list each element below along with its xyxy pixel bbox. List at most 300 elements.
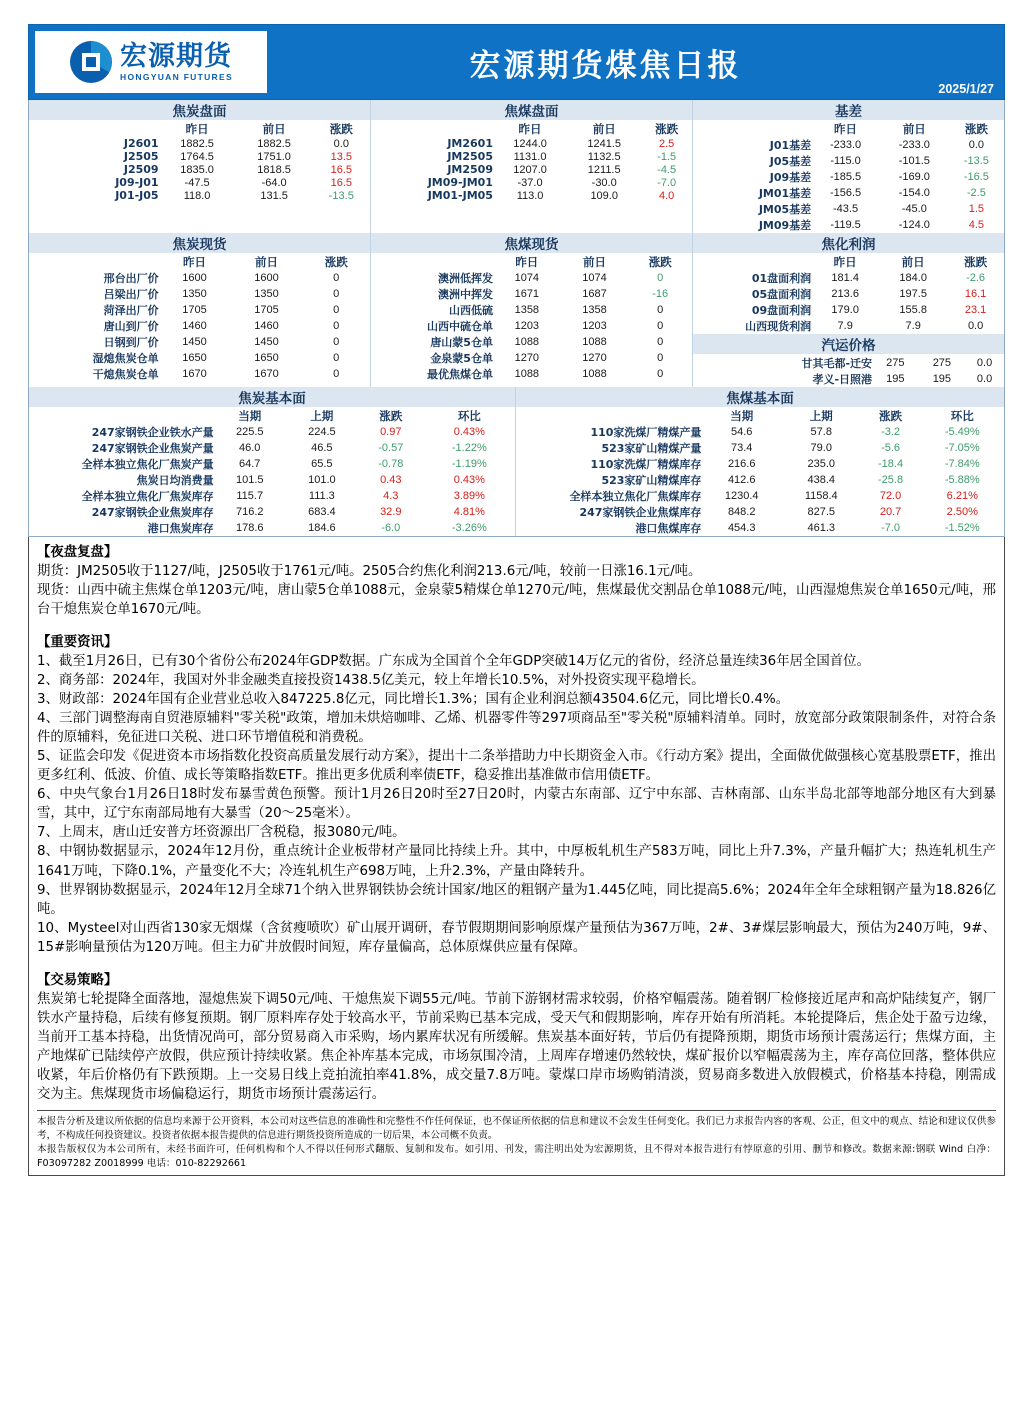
night-review-spot: 现货：山西中硫主焦煤仓单1203元/吨，唐山蒙5仓单1088元，金泉蒙5精煤仓单1270元/吨，焦煤最优交割品仓单1088元/吨，山西湿熄焦炭仓单1650元/吨，邢台干熄焦炭仓单1670元/吨。: [37, 583, 996, 618]
column-header: [29, 408, 214, 425]
table-row: [29, 504, 515, 520]
table-row: [371, 163, 692, 176]
value-change: 0: [333, 352, 340, 364]
row-label: 港口焦煤库存: [635, 522, 702, 535]
section-title: 焦煤现货: [371, 233, 692, 254]
row-label: 孝义-日照港: [812, 373, 873, 386]
value-current: 216.6: [727, 458, 756, 470]
value-previous: 184.0: [899, 272, 927, 284]
table-coke-futures: [29, 100, 371, 233]
value-previous: 1818.5: [257, 163, 291, 176]
value-previous: 224.5: [308, 426, 336, 438]
table-row: [29, 366, 370, 382]
report-date: 2025/1/27: [938, 82, 994, 96]
row-label: J01基差: [769, 139, 812, 152]
table-row: [516, 488, 1004, 504]
column-header: 涨跌: [648, 255, 672, 269]
row-label: 邢台出厂价: [103, 272, 159, 285]
value-change: 20.7: [879, 506, 902, 518]
value-change: 0: [333, 272, 340, 284]
value-previous: 1158.4: [804, 490, 838, 502]
value-yesterday: 213.6: [831, 288, 859, 300]
column-header: [693, 121, 811, 138]
value-previous: 1751.0: [257, 150, 291, 163]
value-previous: 827.5: [807, 506, 836, 518]
row-label: JM09基差: [758, 219, 812, 232]
table-row: [371, 366, 692, 382]
value-change: -2.6: [966, 272, 986, 284]
value-pct: 4.81%: [453, 506, 485, 518]
row-label: J09-J01: [115, 176, 159, 189]
section-title: 焦炭现货: [29, 233, 370, 254]
value-pct: -1.19%: [451, 458, 487, 470]
value-change: -4.5: [657, 163, 677, 176]
report-header: [28, 24, 1005, 100]
value-current: 54.6: [731, 426, 753, 438]
table-row: [29, 150, 370, 163]
row-label: 山西中硫仓单: [426, 320, 493, 333]
section-title: 焦炭基本面: [29, 387, 515, 408]
disclaimer-line: 本报告版权仅为本公司所有，未经书面许可，任何机构和个人不得以任何形式翻版、复制和发布。如引用、刊发，需注明出处为宏源期货，且不得对本报告进行有悖原意的引用、删节和修改。数据来源:钢联 Wind 白净：F03097282 Z0018999 电话：010-82292661: [37, 1143, 996, 1169]
row-label: 山西现货利润: [745, 320, 812, 333]
value-previous: 461.3: [807, 522, 836, 534]
column-header: [29, 121, 159, 138]
row-label: 焦炭日均消费量: [136, 474, 214, 487]
row-label: 甘其毛都-迁安: [801, 357, 873, 370]
value-change: 0: [657, 368, 664, 380]
value-yesterday: 1203: [514, 320, 540, 332]
value-change: 0: [333, 336, 340, 348]
value-change: 4.3: [383, 490, 399, 502]
section-title: 汽运价格: [693, 334, 1004, 355]
value-change: 23.1: [964, 304, 987, 316]
value-change: 13.5: [330, 150, 353, 163]
value-previous: 235.0: [807, 458, 836, 470]
column-header: 环比: [950, 409, 974, 423]
value-previous: 109.0: [590, 189, 618, 202]
value-change: -0.78: [378, 458, 404, 470]
news-list: [37, 652, 996, 957]
value-previous: -154.0: [898, 187, 930, 199]
table-header-row: [371, 254, 692, 271]
table-row: [29, 270, 370, 286]
row-label: JM2505: [447, 150, 493, 163]
value-change: -25.8: [878, 474, 904, 486]
value-previous: 101.0: [308, 474, 336, 486]
column-header: 涨跌: [329, 122, 353, 136]
table-header-row: [371, 121, 692, 138]
news-item: 10、Mysteel对山西省130家无烟煤（含贫瘦喷吹）矿山展开调研，春节假期期间影响原煤产量预估为367万吨，2#、3#煤层影响最大，预估为240万吨，9#、15#影响量预估为120万吨。但主力矿井放假时间短，库存量偏高，总体原煤供应量有保障。: [37, 920, 996, 955]
row-label: 最优焦煤仓单: [426, 368, 493, 381]
table-row: [693, 318, 1004, 334]
row-label: 110家洗煤厂精煤库存: [590, 458, 702, 471]
row-label: 港口焦炭库存: [147, 522, 214, 535]
column-header: 涨跌: [655, 122, 679, 136]
value-change: 0: [657, 272, 664, 284]
value-previous: 7.9: [905, 320, 921, 332]
value-yesterday: 1131.0: [513, 150, 547, 163]
value-current: 454.3: [727, 522, 756, 534]
row-label: J2505: [123, 150, 159, 163]
value-yesterday: 275: [886, 357, 905, 369]
table-header-row: [29, 254, 370, 271]
strategy-heading: 【交易策略】: [37, 972, 118, 988]
value-pct: -1.22%: [451, 442, 487, 454]
value-change: -3.2: [881, 426, 901, 438]
table-row: [371, 150, 692, 163]
value-change: -0.57: [378, 442, 404, 454]
table-row: [371, 350, 692, 366]
table-row-fundamentals: [29, 387, 1004, 536]
table-row: [693, 302, 1004, 318]
value-current: 64.7: [239, 458, 261, 470]
value-yesterday: 1074: [514, 272, 540, 284]
value-yesterday: 1088: [514, 336, 540, 348]
value-current: 101.5: [235, 474, 264, 486]
value-pct: -5.49%: [944, 426, 980, 438]
value-previous: 1211.5: [587, 163, 621, 176]
row-label: JM2509: [447, 163, 493, 176]
table-coke-fundamentals: [29, 387, 516, 536]
table-row: [29, 350, 370, 366]
value-previous: -45.0: [901, 203, 927, 215]
value-change: -16.5: [963, 171, 989, 183]
value-yesterday: 195: [886, 373, 905, 385]
value-yesterday: 1358: [514, 304, 540, 316]
night-review-futures: 期货：JM2505收于1127/吨，J2505收于1761元/吨。2505合约焦化利润213.6元/吨，较前一日涨16.1元/吨。: [37, 564, 702, 580]
table-row: [29, 520, 515, 536]
section-title: 焦化利润: [693, 233, 1004, 254]
row-label: J2601: [123, 137, 159, 150]
table-row: [693, 185, 1004, 201]
value-previous: 1687: [582, 288, 607, 300]
value-yesterday: 1882.5: [180, 137, 214, 150]
news-item: 3、财政部：2024年国有企业营业总收入847225.8亿元，同比增长1.3%；国有企业利润总额43504.6亿元，同比增长0.4%。: [37, 692, 790, 708]
table-row: [29, 302, 370, 318]
row-label: JM01-JM05: [427, 189, 493, 202]
table-row: [29, 137, 370, 150]
value-pct: -1.52%: [944, 522, 980, 534]
table-row: [29, 176, 370, 189]
disclaimer: [37, 1110, 996, 1171]
value-change: 0: [333, 304, 340, 316]
value-previous: 1074: [582, 272, 607, 284]
column-header: 当期: [730, 409, 754, 423]
table-coking-coal-spot: [371, 233, 693, 387]
row-label: JM01基差: [758, 187, 812, 200]
table-row: [29, 189, 370, 202]
value-previous: -233.0: [898, 139, 930, 151]
value-change: 0: [657, 336, 664, 348]
value-change: -13.5: [328, 189, 354, 202]
value-change: 72.0: [879, 490, 902, 502]
column-header: 昨日: [518, 122, 542, 136]
value-previous: 1882.5: [257, 137, 291, 150]
table-row: [693, 355, 1004, 372]
row-label: 09盘面利润: [751, 304, 812, 317]
column-header: 昨日: [183, 255, 207, 269]
table-row: [29, 286, 370, 302]
value-change: 0: [333, 368, 340, 380]
table-row: [516, 456, 1004, 472]
value-change: -5.6: [881, 442, 901, 454]
row-label: 247家钢铁企业铁水产量: [91, 426, 214, 439]
value-current: 73.4: [731, 442, 753, 454]
value-previous: 1132.5: [587, 150, 621, 163]
value-yesterday: 1600: [182, 272, 207, 284]
news-item: 1、截至1月26日，已有30个省份公布2024年GDP数据。广东成为全国首个全年GDP突破14万亿元的省份，经济总量连续36年居全国首位。: [37, 654, 870, 670]
table-coking-coal-futures: [371, 100, 693, 233]
value-previous: 1450: [254, 336, 279, 348]
value-change: 16.1: [964, 288, 987, 300]
value-yesterday: -37.0: [517, 176, 543, 189]
column-header: 涨跌: [379, 409, 403, 423]
table-coal-fundamentals: [516, 387, 1004, 536]
value-change: -2.5: [966, 187, 986, 199]
row-label: 日钢到厂价: [103, 336, 159, 349]
value-change: -6.0: [381, 522, 401, 534]
column-header: [371, 121, 493, 138]
column-header: 涨跌: [964, 255, 988, 269]
row-label: 247家钢铁企业焦煤库存: [579, 506, 702, 519]
column-header: 涨跌: [964, 122, 988, 136]
value-previous: 65.5: [311, 458, 333, 470]
value-yesterday: -233.0: [829, 139, 862, 151]
value-pct: -3.26%: [451, 522, 487, 534]
table-row: [693, 169, 1004, 185]
column-header: [516, 408, 701, 425]
spacer-row: [371, 202, 692, 220]
value-change: -1.5: [657, 150, 677, 163]
column-header: 当期: [238, 409, 262, 423]
row-label: JM05基差: [758, 203, 812, 216]
value-previous: 131.5: [260, 189, 288, 202]
value-current: 46.0: [239, 442, 261, 454]
table-header-row: [29, 121, 370, 138]
value-pct: 2.50%: [946, 506, 978, 518]
value-previous: 111.3: [308, 490, 335, 502]
value-previous: -64.0: [261, 176, 287, 189]
table-row: [29, 440, 515, 456]
table-coke-spot: [29, 233, 371, 387]
column-header: 涨跌: [324, 255, 348, 269]
value-previous: -169.0: [898, 171, 930, 183]
value-change: 0.0: [967, 320, 984, 332]
row-label: J2509: [123, 163, 159, 176]
news-item: 2、商务部：2024年，我国对外非金融类直接投资1438.5亿美元，较上年增长10.5%，对外投资实现平稳增长。: [37, 673, 705, 689]
column-header: 前日: [902, 122, 926, 136]
column-header: 前日: [262, 122, 286, 136]
news-item: 7、上周末，唐山迁安普方坯资源出厂含税稳，报3080元/吨。: [37, 825, 406, 841]
value-yesterday: 7.9: [837, 320, 853, 332]
table-row: [693, 201, 1004, 217]
value-previous: 1600: [254, 272, 279, 284]
value-yesterday: -119.5: [830, 219, 861, 231]
table-basis: [693, 100, 1004, 233]
column-header: 前日: [592, 122, 616, 136]
value-previous: 1705: [254, 304, 279, 316]
value-yesterday: 113.0: [516, 189, 544, 202]
value-yesterday: 1244.0: [513, 137, 547, 150]
value-previous: 1241.5: [587, 137, 622, 150]
table-header-row: [693, 121, 1004, 138]
value-current: 115.7: [236, 490, 264, 502]
table-header-row: [516, 408, 1004, 425]
value-yesterday: 1835.0: [180, 163, 214, 176]
table-row: [693, 371, 1004, 387]
value-previous: 438.4: [807, 474, 836, 486]
value-change: 16.5: [330, 163, 353, 176]
row-label: 110家洗煤厂精煤产量: [590, 426, 702, 439]
value-previous: 197.5: [899, 288, 927, 300]
value-change: -16: [652, 288, 669, 300]
row-label: JM2601: [447, 137, 493, 150]
row-label: JM09-JM01: [427, 176, 493, 189]
value-yesterday: 1450: [182, 336, 207, 348]
table-row: [371, 137, 692, 150]
value-pct: 3.89%: [453, 490, 485, 502]
table-row: [516, 424, 1004, 440]
value-previous: 195: [932, 373, 952, 385]
news-item: 5、证监会印发《促进资本市场指数化投资高质量发展行动方案》，提出十二条举措助力中长期资金入市。《行动方案》提出，全面做优做强核心宽基股票ETF，推出更多红利、低波、价值、成长等策略指数ETF。推出更多优质利率债ETF，稳妥推出基准做市信用债ETF。: [37, 749, 996, 784]
table-row: [371, 334, 692, 350]
value-change: 0: [333, 288, 340, 300]
table-row: [693, 153, 1004, 169]
value-yesterday: 1650: [182, 352, 207, 364]
value-change: 0.0: [333, 137, 349, 150]
column-header: 昨日: [834, 122, 858, 136]
column-header: 环比: [457, 409, 481, 423]
section-title: 焦炭盘面: [29, 100, 370, 121]
row-label: 澳洲中挥发: [437, 288, 493, 301]
value-yesterday: 118.0: [183, 189, 211, 202]
table-row: [29, 163, 370, 176]
row-label: 523家矿山精煤产量: [601, 442, 702, 455]
value-current: 1230.4: [724, 490, 759, 502]
value-pct: 0.43%: [453, 426, 485, 438]
row-label: 523家矿山精煤库存: [601, 474, 702, 487]
table-row-spot: [29, 233, 1004, 387]
value-change: 0.0: [976, 373, 993, 385]
value-change: 1.5: [968, 203, 984, 215]
table-row-futures: [29, 100, 1004, 233]
section-title: 基差: [693, 100, 1004, 121]
value-current: 716.2: [235, 506, 264, 518]
value-previous: 1270: [582, 352, 607, 364]
table-row: [371, 189, 692, 202]
logo-company-name-en: HONGYUAN FUTURES: [120, 71, 233, 82]
table-row: [516, 504, 1004, 520]
value-pct: 0.43%: [453, 474, 485, 486]
row-label: J05基差: [769, 155, 812, 168]
value-previous: 46.5: [311, 442, 333, 454]
value-change: -13.5: [963, 155, 989, 167]
row-label: 山西低硫: [448, 304, 493, 317]
value-previous: 184.6: [308, 522, 336, 534]
row-label: 05盘面利润: [751, 288, 812, 301]
value-yesterday: -43.5: [833, 203, 859, 215]
logo-company-name-cn: 宏源期货: [120, 40, 233, 72]
company-logo: [35, 31, 267, 93]
table-coking-profit-freight: [693, 233, 1004, 387]
value-pct: -5.88%: [944, 474, 980, 486]
value-change: 0.0: [976, 357, 993, 369]
value-yesterday: 1705: [182, 304, 207, 316]
column-header: 涨跌: [879, 409, 903, 423]
table-row: [29, 334, 370, 350]
row-label: 01盘面利润: [751, 272, 812, 285]
value-change: 0: [657, 304, 664, 316]
table-row: [693, 137, 1004, 153]
value-yesterday: 181.4: [831, 272, 859, 284]
value-yesterday: 1088: [514, 368, 540, 380]
section-title: 焦煤基本面: [516, 387, 1004, 408]
value-previous: 683.4: [308, 506, 336, 518]
row-label: 唐山到厂价: [103, 320, 159, 333]
table-row: [29, 424, 515, 440]
value-previous: 57.8: [810, 426, 832, 438]
value-current: 225.5: [235, 426, 264, 438]
value-previous: 155.8: [899, 304, 927, 316]
column-header: [693, 254, 811, 271]
table-header-row: [29, 408, 515, 425]
section-title: 焦煤盘面: [371, 100, 692, 121]
value-yesterday: -47.5: [184, 176, 210, 189]
row-label: 全样本独立焦化厂焦炭产量: [81, 458, 214, 471]
value-yesterday: -185.5: [829, 171, 862, 183]
value-previous: -124.0: [898, 219, 930, 231]
column-header: 前日: [254, 255, 278, 269]
row-label: 澳洲低挥发: [437, 272, 493, 285]
value-yesterday: 1764.5: [180, 150, 214, 163]
table-row: [371, 286, 692, 302]
value-previous: 1203: [582, 320, 607, 332]
row-label: 金泉蒙5仓单: [430, 352, 493, 365]
news-item: 4、三部门调整海南自贸港原辅料"零关税"政策，增加未烘焙咖啡、乙烯、机器零件等297项商品至"零关税"原辅料清单。同时，放宽部分政策限制条件，对符合条件的原辅料，免征进口关税、进口环节增值税和消费税。: [37, 711, 996, 746]
column-header: 上期: [809, 409, 833, 423]
value-change: -7.0: [881, 522, 901, 534]
value-previous: -101.5: [898, 155, 930, 167]
spacer-row: [29, 202, 370, 220]
news-item: 9、世界钢协数据显示，2024年12月全球71个纳入世界钢铁协会统计国家/地区的粗钢产量为1.445亿吨，同比提高5.6%；2024年全年全球粗钢产量为18.826亿吨。: [37, 882, 996, 917]
report-body: [28, 537, 1005, 1176]
value-yesterday: 1671: [514, 288, 540, 300]
table-header-row: [693, 254, 1004, 271]
value-pct: 6.21%: [946, 490, 978, 502]
row-label: 唐山蒙5仓单: [430, 336, 493, 349]
value-yesterday: 1350: [182, 288, 207, 300]
table-row: [371, 270, 692, 286]
table-row: [371, 176, 692, 189]
row-label: 菏泽出厂价: [103, 304, 159, 317]
value-change: 0.0: [968, 139, 984, 151]
table-row: [29, 488, 515, 504]
value-change: 0: [333, 320, 340, 332]
value-change: -18.4: [878, 458, 904, 470]
strategy-text: 焦炭第七轮提降全面落地，湿熄焦炭下调50元/吨、干熄焦炭下调55元/吨。节前下游钢材需求较弱，价格窄幅震荡。随着钢厂检修接近尾声和高炉陆续复产，钢厂铁水产量持稳，后续有修复预期。钢厂原料库存处于较高水平，节前采购已基本完成，受天气和假期影响，库存开始有所消耗。本轮提降后，焦企处于盈亏边缘，当前开工基本持稳，出货情况尚可，部分贸易商入市采购，场内累库状况有所缓解。焦炭基本面好转，节后仍有提降预期，期货市场预计震荡运行；焦煤方面，主产地煤矿已陆续停产放假，供应预计持续收紧。焦企补库基本完成，市场氛围冷清，上周库存增速仍然较快，煤矿报价以窄幅震荡为主，库存高位回落，整体供应收紧，年后价格仍有下跌预期。上一交易日线上竞拍流拍率41.8%，成交量7.8万吨。蒙煤口岸市场购销清淡，贸易商多数进入放假模式，价格基本持稳，刚需成交为主。焦煤现货市场偏稳运行，期货市场预计震荡运行。: [37, 991, 996, 1102]
disclaimer-line: 本报告分析及建议所依据的信息均来源于公开资料，本公司对这些信息的准确性和完整性不作任何保证，也不保证所依据的信息和建议不会发生任何变化。我们已力求报告内容的客观、公正，但文中的观点、结论和建议仅供参考，不构成任何投资建议。投资者依据本报告提供的信息进行期货投资所造成的一切后果，本公司概不负责。: [37, 1115, 996, 1141]
value-yesterday: 1270: [514, 352, 540, 364]
value-current: 412.6: [727, 474, 756, 486]
value-previous: 1350: [254, 288, 279, 300]
column-header: 前日: [583, 255, 607, 269]
value-change: 0.97: [380, 426, 402, 438]
column-header: 前日: [901, 255, 925, 269]
value-yesterday: 179.0: [831, 304, 859, 316]
table-row: [29, 472, 515, 488]
column-header: 上期: [310, 409, 334, 423]
table-row: [693, 270, 1004, 286]
